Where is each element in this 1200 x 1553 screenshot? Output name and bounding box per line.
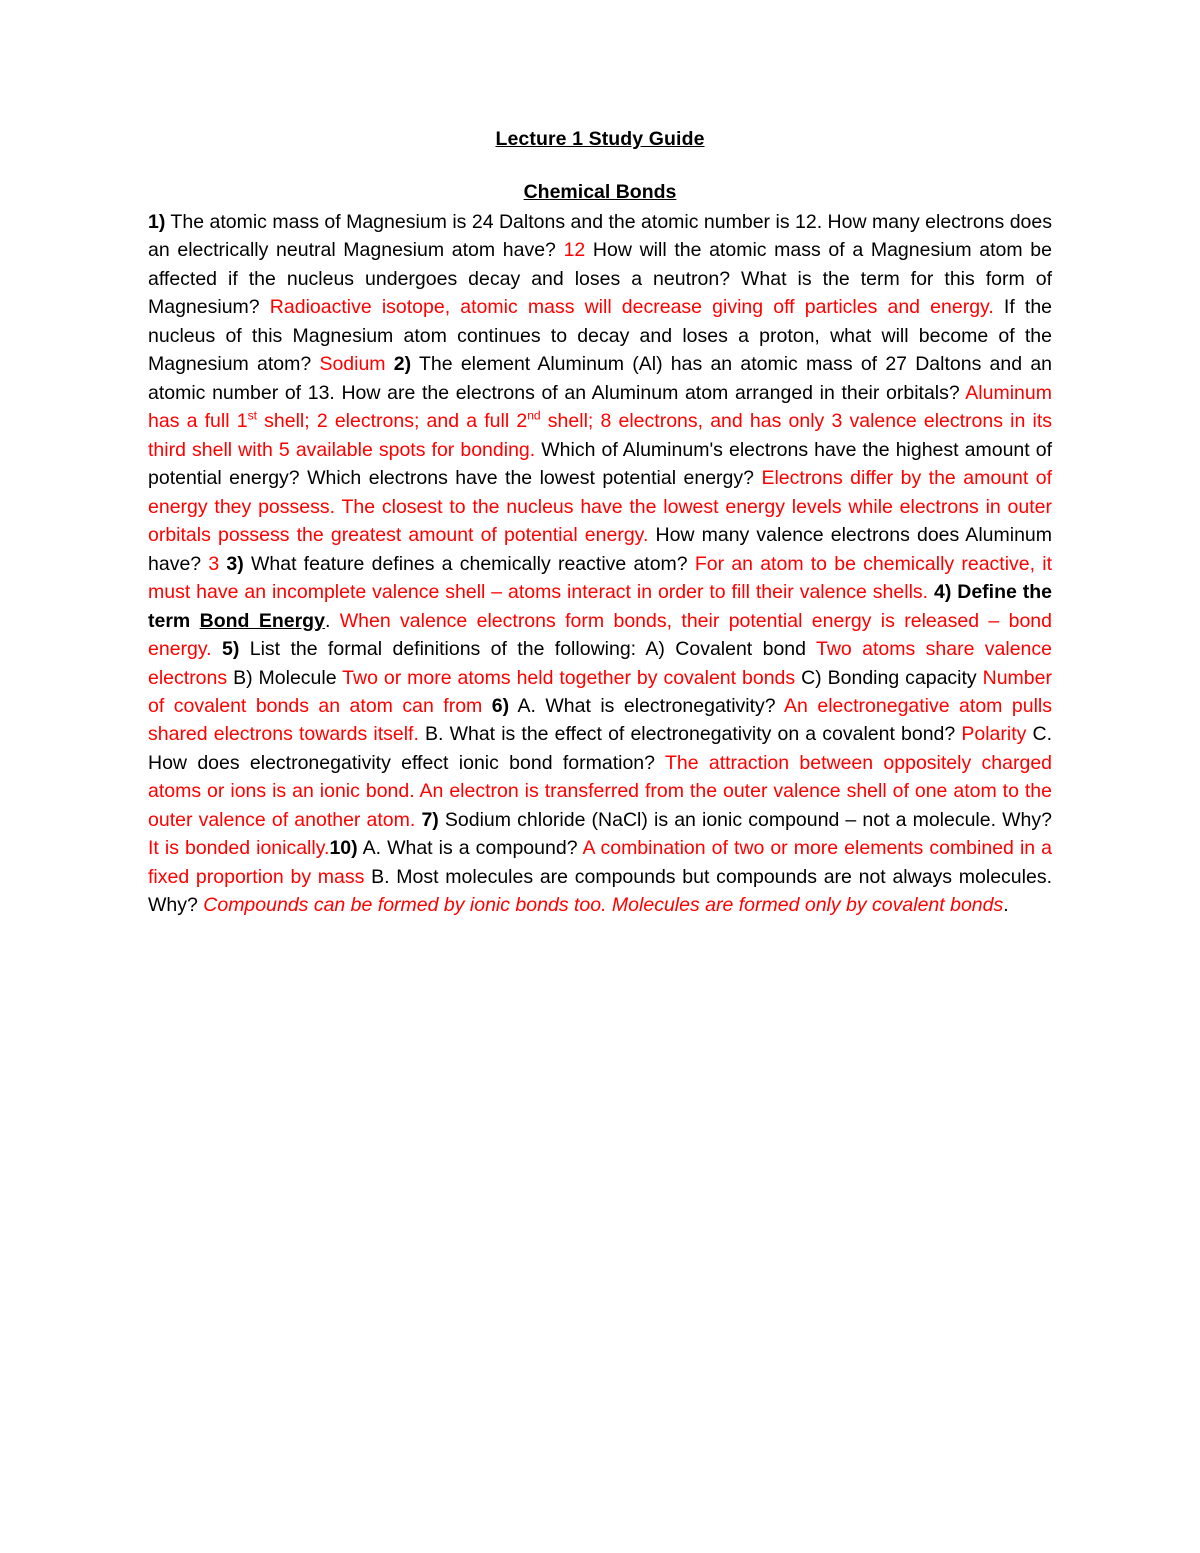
question-2a-text: The element Aluminum (Al) has an atomic mass of 27 Daltons and an atomic number of 13. How are the electrons of an Aluminum atom arranged in their orbitals? — [148, 353, 1053, 404]
answer-4a: When valence electrons form bonds, their potential energy is released – bond energy. — [148, 609, 1053, 661]
answer-5a: Two atoms share valence electrons — [148, 638, 1053, 689]
question-4a-text: Define the term — [148, 581, 1052, 632]
answer-3a: For an atom to be chemically reactive, it must have an incomplete valence shell – atoms interact in order to fill their valence shells. — [148, 552, 1053, 604]
question-4b-text: . — [324, 609, 340, 632]
answer-7a: It is bonded ionically. — [148, 837, 330, 860]
ordinal-st: st — [247, 408, 257, 423]
answer-2a-part3: shell; 8 electrons, and has only 3 valence electrons in its third shell with 5 available spots for bonding. — [148, 410, 1052, 461]
question-6-number: 6) — [491, 694, 510, 717]
question-2-number: 2) — [393, 353, 412, 376]
question-1c-text: If the nucleus of this Magnesium atom continues to decay and loses a proton, what will become of the Magnesium atom? — [148, 296, 1053, 376]
question-1-number: 1) — [148, 211, 166, 233]
page-title: Lecture 1 Study Guide — [495, 128, 705, 150]
question-10a-text: A. What is a compound? — [357, 837, 583, 860]
question-5b-text: B) Molecule — [227, 666, 343, 689]
question-3-number: 3) — [226, 552, 244, 575]
sentence-end: . — [1003, 894, 1009, 917]
answer-6a: An electronegative atom pulls shared electrons towards itself. — [148, 694, 1052, 746]
answer-1c: Sodium — [319, 353, 386, 376]
term-bond-energy: Bond Energy — [199, 609, 325, 632]
answer-10b: Compounds can be formed by ionic bonds too. Molecules are formed only by covalent bonds — [203, 894, 1004, 917]
answer-10a: A combination of two or more elements combined in a fixed proportion by mass — [148, 837, 1052, 888]
question-2b-text: Which of Aluminum's electrons have the highest amount of potential energy? Which electrons have the lowest potential energy? — [148, 438, 1053, 490]
question-10-number: 10) — [329, 837, 358, 860]
question-5c-text: C) Bonding capacity — [795, 666, 983, 689]
answer-6c: The attraction between oppositely charged atoms or ions is an ionic bond. An electron is transferred from the outer valence shell of one atom to the outer valence of another atom. — [148, 751, 1053, 831]
question-6b-text: B. What is the effect of electronegativity on a covalent bond? — [418, 723, 962, 746]
study-guide-body — [148, 208, 1052, 920]
answer-2b: Electrons differ by the amount of energy they possess. The closest to the nucleus have the lowest energy levels while electrons in outer orbitals possess the greatest amount of potential energy. — [148, 467, 1052, 547]
answer-6b: Polarity — [961, 723, 1027, 746]
question-7-number: 7) — [421, 808, 439, 831]
answer-5c: Number of covalent bonds an atom can from — [148, 666, 1052, 717]
question-3a-text: What feature defines a chemically reactive atom? — [243, 552, 695, 575]
answer-5b: Two or more atoms held together by covalent bonds — [342, 666, 796, 689]
question-1b-text: How will the atomic mass of a Magnesium atom be affected if the nucleus undergoes decay and loses a neutron? What is the term for this form of Magnesium? — [148, 239, 1052, 319]
ordinal-nd: nd — [527, 408, 541, 423]
question-6a-text: A. What is electronegativity? — [509, 694, 785, 717]
question-4-number: 4) — [934, 581, 952, 604]
section-heading: Chemical Bonds — [523, 181, 677, 203]
question-2c-text: How many valence electrons does Aluminum have? — [148, 524, 1053, 575]
question-5-number: 5) — [222, 638, 240, 661]
answer-2a-part2: shell; 2 electrons; and a full 2 — [256, 410, 528, 433]
question-5a-text: List the formal definitions of the following: A) Covalent bond — [239, 638, 817, 661]
answer-2a-part1: Aluminum has a full 1 — [148, 381, 1052, 433]
answer-1b: Radioactive isotope, atomic mass will decrease giving off particles and energy. — [269, 296, 994, 319]
question-10b-text: B. Most molecules are compounds but compounds are not always molecules. Why? — [148, 865, 1053, 917]
answer-1a: 12 — [563, 239, 586, 262]
question-7a-text: Sodium chloride (NaCl) is an ionic compound – not a molecule. Why? — [438, 808, 1052, 831]
question-6c-text: C. How does electronegativity effect ionic bond formation? — [148, 723, 1053, 774]
question-1a-text: The atomic mass of Magnesium is 24 Daltons and the atomic number is 12. How many electrons does an electrically neutral Magnesium atom have? — [148, 211, 1052, 262]
answer-2c: 3 — [208, 552, 220, 575]
